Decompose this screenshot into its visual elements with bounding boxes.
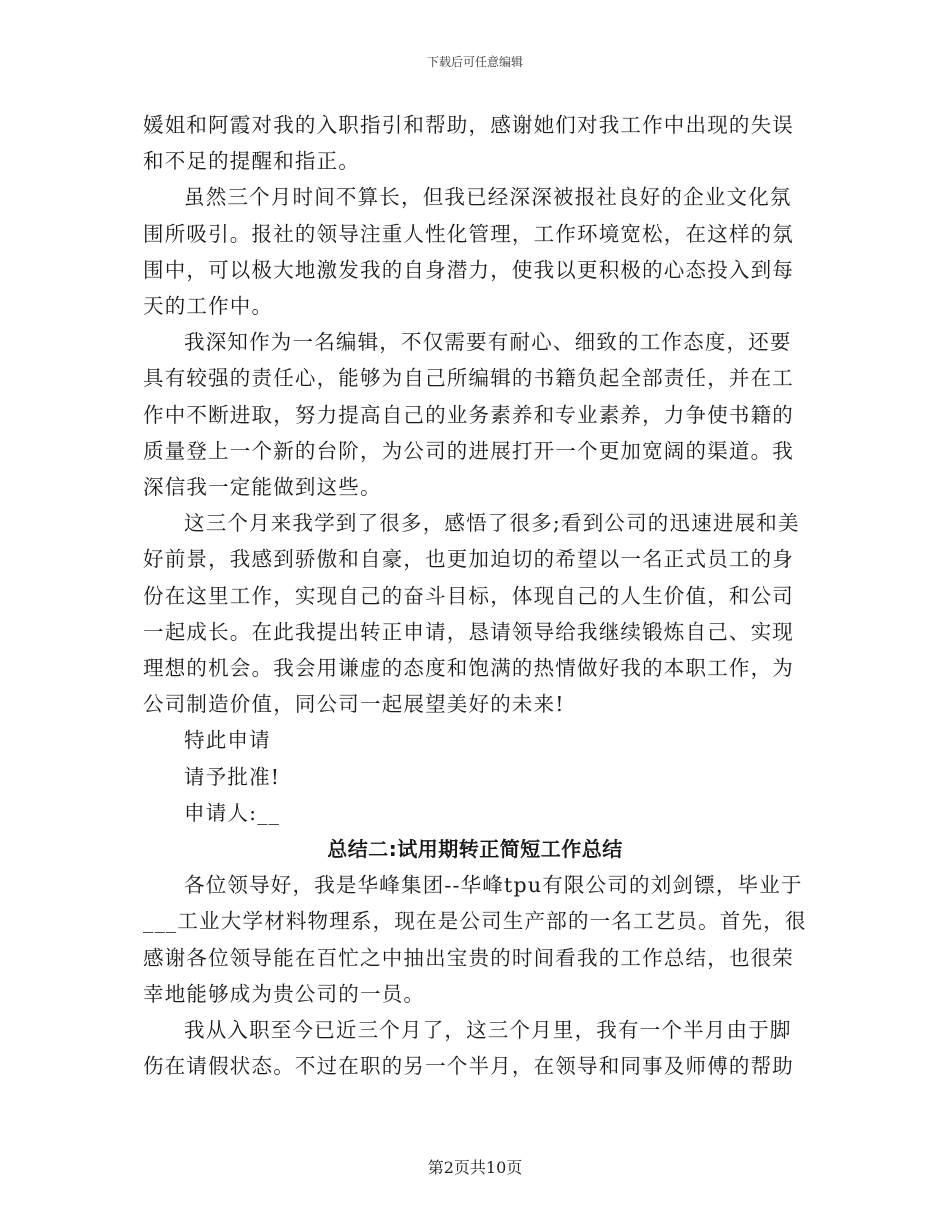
closing-line-2: 请予批准! xyxy=(184,764,281,789)
paragraph-5: 各位领导好，我是华峰集团--华峰tpu有限公司的刘剑镖，毕业于___工业大学材料物理系，现在是公司生产部的一名工艺员。首先，很感谢各位领导能在百忙之中抽出宝贵的时间看我的工作总结，也很荣幸地能够成为贵公司的一员。 xyxy=(143,873,807,1006)
page-number: 第2页共10页 xyxy=(427,1158,523,1177)
paragraph-2: 虽然三个月时间不算长，但我已经深深被报社良好的企业文化氛围所吸引。报社的领导注重人性化管理，工作环境宽松，在这样的氛围中，可以极大地激发我的自身潜力，使我以更积极的心态投入到每天的工作中。 xyxy=(143,185,794,319)
document-body xyxy=(143,107,807,1084)
paragraph-3: 我深知作为一名编辑，不仅需要有耐心、细致的工作态度，还要具有较强的责任心，能够为自己所编辑的书籍负起全部责任，并在工作中不断进取，努力提高自己的业务素养和专业素养，力争使书籍的质量登上一个新的台阶，为公司的进展打开一个更加宽阔的渠道。我深信我一定能做到这些。 xyxy=(143,330,794,500)
header-note: 下载后可任意编辑 xyxy=(426,55,523,69)
signature-line: 申请人:__ xyxy=(184,800,281,825)
paragraph-4: 这三个月来我学到了很多，感悟了很多;看到公司的迅速进展和美好前景，我感到骄傲和自豪，也更加迫切的希望以一名正式员工的身份在这里工作，实现自己的奋斗目标，体现自己的人生价值，和公司一起成长。在此我提出转正申请，恳请领导给我继续锻炼自己、实现理想的机会。我会用谦虚的态度和饱满的热情做好我的本职工作，为公司制造价值，同公司一起展望美好的未来! xyxy=(143,511,800,717)
closing-line-1: 特此申请 xyxy=(184,728,271,753)
paragraph-1: 媛姐和阿霞对我的入职指引和帮助，感谢她们对我工作中出现的失误和不足的提醒和指正。 xyxy=(143,113,794,174)
paragraph-6: 我从入职至今已近三个月了，这三个月里，我有一个半月由于脚伤在请假状态。不过在职的另一个半月，在领导和同事及师傅的帮助 xyxy=(143,1018,794,1079)
section-heading: 总结二:试用期转正简短工作总结 xyxy=(327,837,623,862)
